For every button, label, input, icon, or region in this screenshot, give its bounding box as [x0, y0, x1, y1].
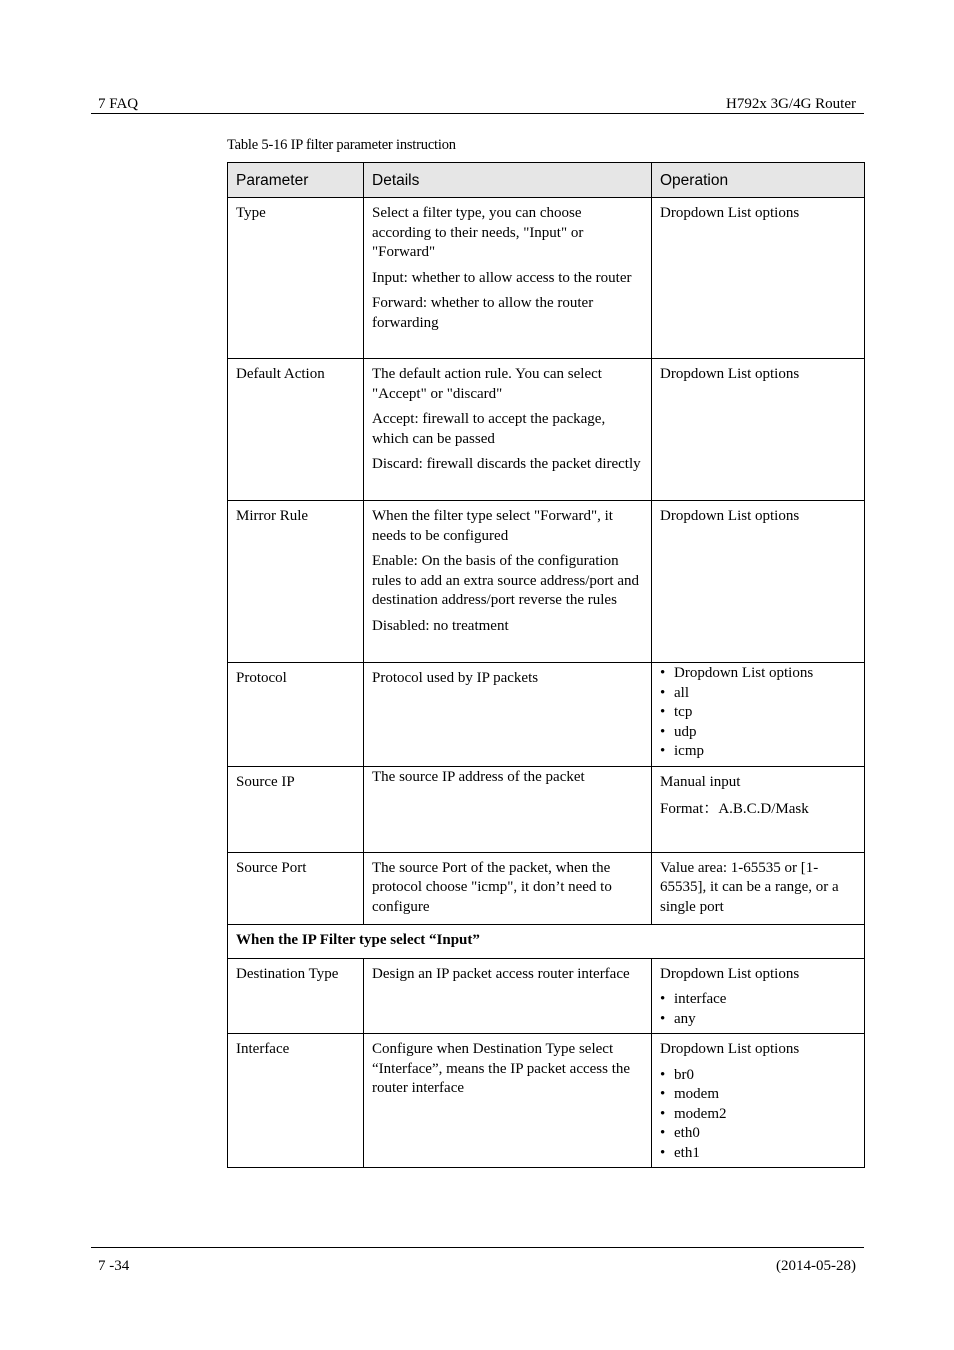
- table-row: [228, 852, 865, 924]
- operation-cell: [652, 663, 865, 767]
- page-number: 7 -34: [98, 1258, 130, 1274]
- table-row: [228, 766, 865, 852]
- column-header-parameter: Parameter: [228, 163, 364, 198]
- parameter-cell: Type: [228, 198, 364, 359]
- details-paragraph: When the filter type select "Forward", it needs to be configured: [372, 508, 613, 544]
- list-item: • Dropdown List options: [660, 664, 856, 684]
- parameter-cell: Default Action: [228, 359, 364, 501]
- operation-line: Format：A.B.C.D/Mask: [660, 801, 809, 817]
- destination-type-option-list: [660, 990, 856, 1029]
- details-cell: Protocol used by IP packets: [364, 663, 652, 767]
- running-header-product: H792x 3G/4G Router: [726, 96, 856, 112]
- table-row: [228, 958, 865, 1034]
- parameter-cell: Source IP: [228, 766, 364, 852]
- operation-cell: [652, 1034, 865, 1168]
- operation-cell: Dropdown List options: [652, 198, 865, 359]
- table-row: [228, 663, 865, 767]
- parameter-cell: Source Port: [228, 852, 364, 924]
- parameter-cell: Mirror Rule: [228, 501, 364, 663]
- details-cell: [364, 501, 652, 663]
- details-cell: [364, 359, 652, 501]
- column-header-operation: Operation: [652, 163, 865, 198]
- details-cell: The source IP address of the packet: [364, 766, 652, 852]
- operation-line: Dropdown List options: [660, 1041, 800, 1057]
- table-row: [228, 198, 865, 359]
- list-item: • icmp: [660, 742, 856, 762]
- details-paragraph: Disabled: no treatment: [372, 617, 509, 634]
- protocol-option-list: [660, 664, 856, 762]
- table-header-row: [228, 163, 865, 198]
- operation-line: Dropdown List options: [660, 965, 800, 982]
- operation-cell: [652, 958, 865, 1034]
- details-paragraph: Enable: On the basis of the configuration rules to add an extra source address/port and destination address/port reverse the rules: [372, 553, 639, 608]
- list-item: • br0: [660, 1066, 856, 1086]
- header-rule: [91, 113, 864, 114]
- ip-filter-parameter-table: [227, 162, 865, 1168]
- operation-cell: [652, 766, 865, 852]
- operation-cell: Value area: 1-65535 or [1-65535], it can be a range, or a single port: [652, 852, 865, 924]
- operation-line: Manual input: [660, 773, 741, 790]
- interface-option-list: [660, 1066, 856, 1164]
- details-cell: Configure when Destination Type select “Interface”, means the IP packet access the router interface: [364, 1034, 652, 1168]
- operation-cell: Dropdown List options: [652, 501, 865, 663]
- operation-cell: Dropdown List options: [652, 359, 865, 501]
- list-item: • interface: [660, 990, 856, 1010]
- parameter-cell: Interface: [228, 1034, 364, 1168]
- details-paragraph: Accept: firewall to accept the package, which can be passed: [372, 411, 606, 447]
- details-cell: [364, 198, 652, 359]
- list-item: • modem: [660, 1085, 856, 1105]
- table-caption: Table 5-16 IP filter parameter instruction: [227, 137, 456, 153]
- list-item: • modem2: [660, 1105, 856, 1125]
- table-row: [228, 359, 865, 501]
- list-item: • tcp: [660, 703, 856, 723]
- table-row: [228, 1034, 865, 1168]
- document-date: (2014-05-28): [776, 1258, 856, 1274]
- section-row: [228, 924, 865, 958]
- list-item: • any: [660, 1010, 856, 1030]
- list-item: • udp: [660, 723, 856, 743]
- details-paragraph: Select a filter type, you can choose according to their needs, "Input" or "Forward": [372, 205, 584, 260]
- parameter-cell: Protocol: [228, 663, 364, 767]
- running-header-chapter: 7 FAQ: [98, 96, 139, 112]
- details-paragraph: Discard: firewall discards the packet directly: [372, 456, 641, 472]
- list-item: • eth1: [660, 1144, 856, 1164]
- section-heading: When the IP Filter type select “Input”: [228, 924, 865, 958]
- footer-rule: [91, 1247, 864, 1248]
- parameter-cell: Destination Type: [228, 958, 364, 1034]
- details-paragraph: The default action rule. You can select "Accept" or "discard": [372, 366, 602, 402]
- details-cell: The source Port of the packet, when the protocol choose "icmp", it don’t need to configure: [364, 852, 652, 924]
- column-header-details: Details: [364, 163, 652, 198]
- list-item: • eth0: [660, 1124, 856, 1144]
- list-item: • all: [660, 684, 856, 704]
- details-paragraph: Forward: whether to allow the router forwarding: [372, 295, 594, 331]
- details-cell: Design an IP packet access router interface: [364, 958, 652, 1034]
- table-row: [228, 501, 865, 663]
- details-paragraph: Input: whether to allow access to the router: [372, 269, 632, 286]
